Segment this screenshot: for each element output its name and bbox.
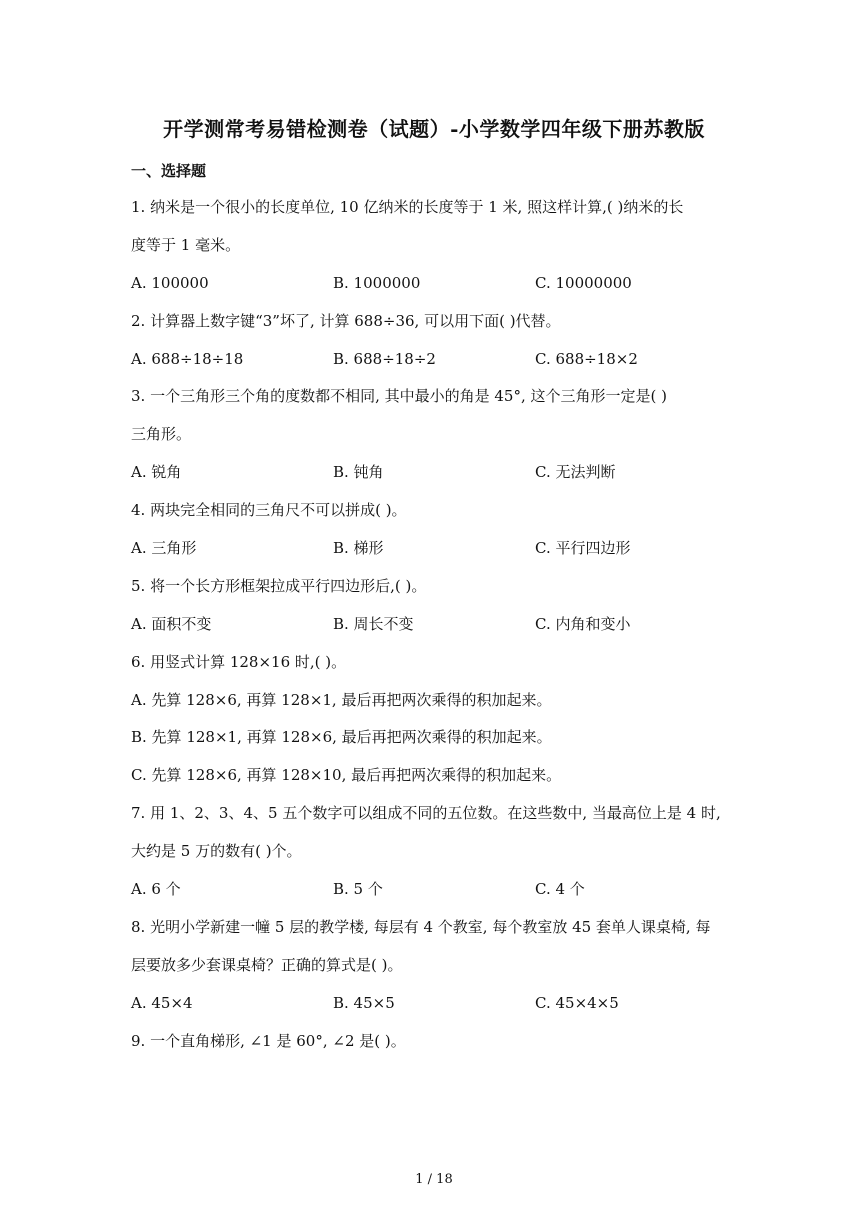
answer-option-c: C. 内角和变小 [535,614,631,633]
question-text-line: 2. 计算器上数字键“3”坏了, 计算 688÷36, 可以用下面( )代替。 [131,311,561,330]
answer-option-c: C. 4 个 [535,880,585,899]
answer-option-c: C. 45×4×5 [535,993,619,1012]
answer-option-a: A. 6 个 [131,880,181,899]
question-4 [131,492,741,568]
answer-option-a: A. 100000 [131,273,209,292]
question-3 [131,378,741,492]
question-text-line: A. 先算 128×6, 再算 128×1, 最后再把两次乘得的积加起来。 [131,690,552,709]
question-text-line: 层要放多少套课桌椅？正确的算式是( )。 [131,955,403,974]
answer-option-a: A. 三角形 [131,539,197,558]
question-text-line: 7. 用 1、2、3、4、5 五个数字可以组成不同的五位数。在这些数中, 当最高位上是 4 时, [131,804,721,823]
answer-options [131,454,741,492]
question-8 [131,909,741,1023]
page-number: 1 / 18 [415,1172,453,1187]
answer-option-c: C. 10000000 [535,273,632,292]
answer-option-a: A. 688÷18÷18 [131,349,244,368]
answer-option-c: C. 平行四边形 [535,539,631,558]
question-7 [131,795,741,909]
answer-option-b: B. 钝角 [333,463,384,482]
question-text-line: C. 先算 128×6, 再算 128×10, 最后再把两次乘得的积加起来。 [131,766,562,785]
answer-option-a: A. 45×4 [131,993,193,1012]
question-text-line: 6. 用竖式计算 128×16 时,( )。 [131,652,347,671]
question-text-line: 9. 一个直角梯形, ∠1 是 60°, ∠2 是( )。 [131,1031,406,1050]
question-text-line: 8. 光明小学新建一幢 5 层的教学楼, 每层有 4 个教室, 每个教室放 45 套单人课桌椅, 每 [131,917,711,936]
question-text-line: 4. 两块完全相同的三角尺不可以拼成( )。 [131,501,407,520]
question-text-line: 1. 纳米是一个很小的长度单位, 10 亿纳米的长度等于 1 米, 照这样计算,( )纳米的长 [131,198,684,216]
question-text-line: 3. 一个三角形三个角的度数都不相同, 其中最小的角是 45°, 这个三角形一定是( ) [131,387,667,406]
answer-option-a: A. 锐角 [131,463,182,482]
question-text-line: 5. 将一个长方形框架拉成平行四边形后,( )。 [131,576,427,595]
answer-options [131,985,741,1023]
answer-option-b: B. 1000000 [333,273,421,292]
answer-options [131,265,741,303]
answer-options [131,341,741,379]
answer-options [131,530,741,568]
answer-option-b: B. 梯形 [333,539,384,558]
question-2 [131,303,741,379]
page-title: 开学测常考易错检测卷（试题）-小学数学四年级下册苏教版 [163,117,705,141]
answer-option-b: B. 45×5 [333,993,395,1012]
question-list [131,189,741,1060]
answer-option-b: B. 688÷18÷2 [333,349,436,368]
answer-option-a: A. 面积不变 [131,614,212,633]
question-1 [131,189,741,303]
answer-option-b: B. 5 个 [333,880,383,899]
section-heading: 一、选择题 [131,162,207,180]
answer-options [131,606,741,644]
answer-option-c: C. 688÷18×2 [535,349,638,368]
question-6 [131,644,741,796]
answer-option-c: C. 无法判断 [535,463,616,482]
question-9 [131,1023,741,1061]
question-5 [131,568,741,644]
answer-options [131,871,741,909]
question-text-line: B. 先算 128×1, 再算 128×6, 最后再把两次乘得的积加起来。 [131,728,552,747]
question-text-line: 度等于 1 毫米。 [131,235,241,254]
answer-option-b: B. 周长不变 [333,614,414,633]
question-text-line: 三角形。 [131,425,192,444]
question-text-line: 大约是 5 万的数有( )个。 [131,842,302,861]
